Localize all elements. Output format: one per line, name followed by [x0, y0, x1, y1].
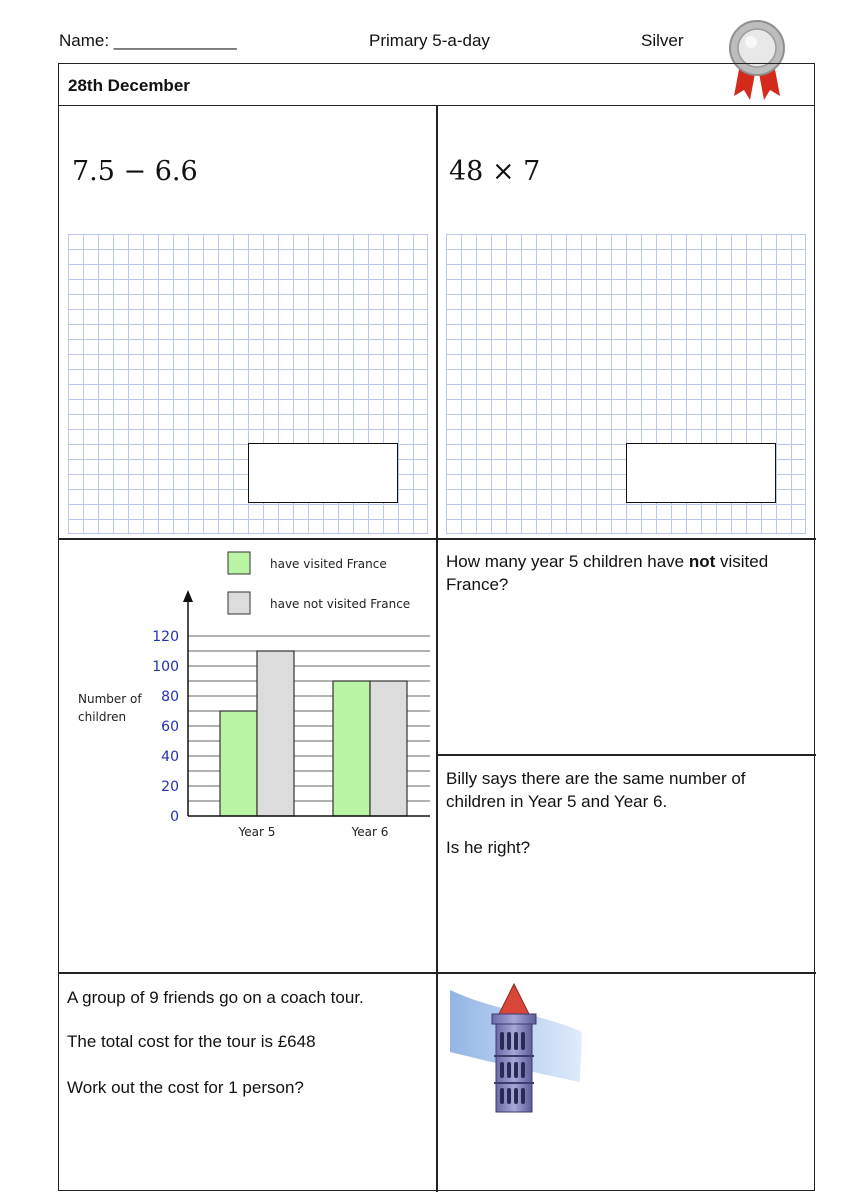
column-divider — [436, 105, 438, 1192]
question-3-text-part-2: visited France? — [446, 552, 769, 594]
question-5-line-2: The total cost for the tour is £648 — [67, 1032, 316, 1051]
legend-swatch-1 — [228, 552, 250, 574]
level-label: Silver — [641, 31, 684, 50]
legend-label-2: have not visited France — [270, 597, 411, 611]
y-tick-label: 100 — [152, 659, 179, 675]
question-3-text — [446, 550, 811, 596]
y-tick-label: 120 — [152, 629, 179, 645]
bar-year-5-series-2 — [257, 651, 294, 816]
question-1-answer-box[interactable] — [248, 443, 398, 503]
question-5-line-1: A group of 9 friends go on a coach tour. — [67, 988, 364, 1007]
tower-picture — [450, 982, 585, 1114]
bar-year-6-series-1 — [333, 681, 370, 816]
y-tick-label: 80 — [161, 689, 179, 705]
y-tick-label: 60 — [161, 719, 179, 735]
legend-swatch-2 — [228, 592, 250, 614]
date-bar — [59, 64, 814, 106]
row-divider-2 — [436, 754, 816, 756]
question-2-answer-box[interactable] — [626, 443, 776, 503]
question-3-text-part-1: How many year 5 children have — [446, 552, 689, 571]
question-1-expression: 7.5 − 6.6 — [72, 156, 198, 187]
question-2-expression: 48 × 7 — [449, 156, 541, 187]
question-3-emphasis: not — [688, 552, 716, 571]
bar-year-5-series-1 — [220, 711, 257, 816]
y-tick-label: 20 — [161, 779, 179, 795]
row-divider-3 — [59, 972, 816, 974]
date-label: 28th December — [68, 76, 190, 95]
name-label: Name: _____________ — [59, 31, 237, 50]
france-bar-chart — [70, 542, 430, 842]
row-divider-1 — [59, 538, 816, 540]
y-tick-label: 40 — [161, 749, 179, 765]
bar-year-6-series-2 — [370, 681, 407, 816]
y-axis-label-line: Number of — [78, 692, 142, 706]
page-title: Primary 5-a-day — [369, 31, 490, 50]
y-axis-label — [78, 692, 142, 724]
question-4-question: Is he right? — [446, 838, 531, 857]
legend-label-1: have visited France — [270, 557, 387, 571]
y-axis-label-line: children — [78, 710, 127, 724]
y-axis-arrow-icon — [183, 590, 193, 602]
y-tick-label: 0 — [170, 809, 179, 825]
x-tick-label: Year 6 — [351, 825, 389, 839]
x-tick-label: Year 5 — [238, 825, 276, 839]
question-4-statement: Billy says there are the same number of children in Year 5 and Year 6. — [446, 769, 746, 811]
question-5-line-3: Work out the cost for 1 person? — [67, 1078, 304, 1097]
